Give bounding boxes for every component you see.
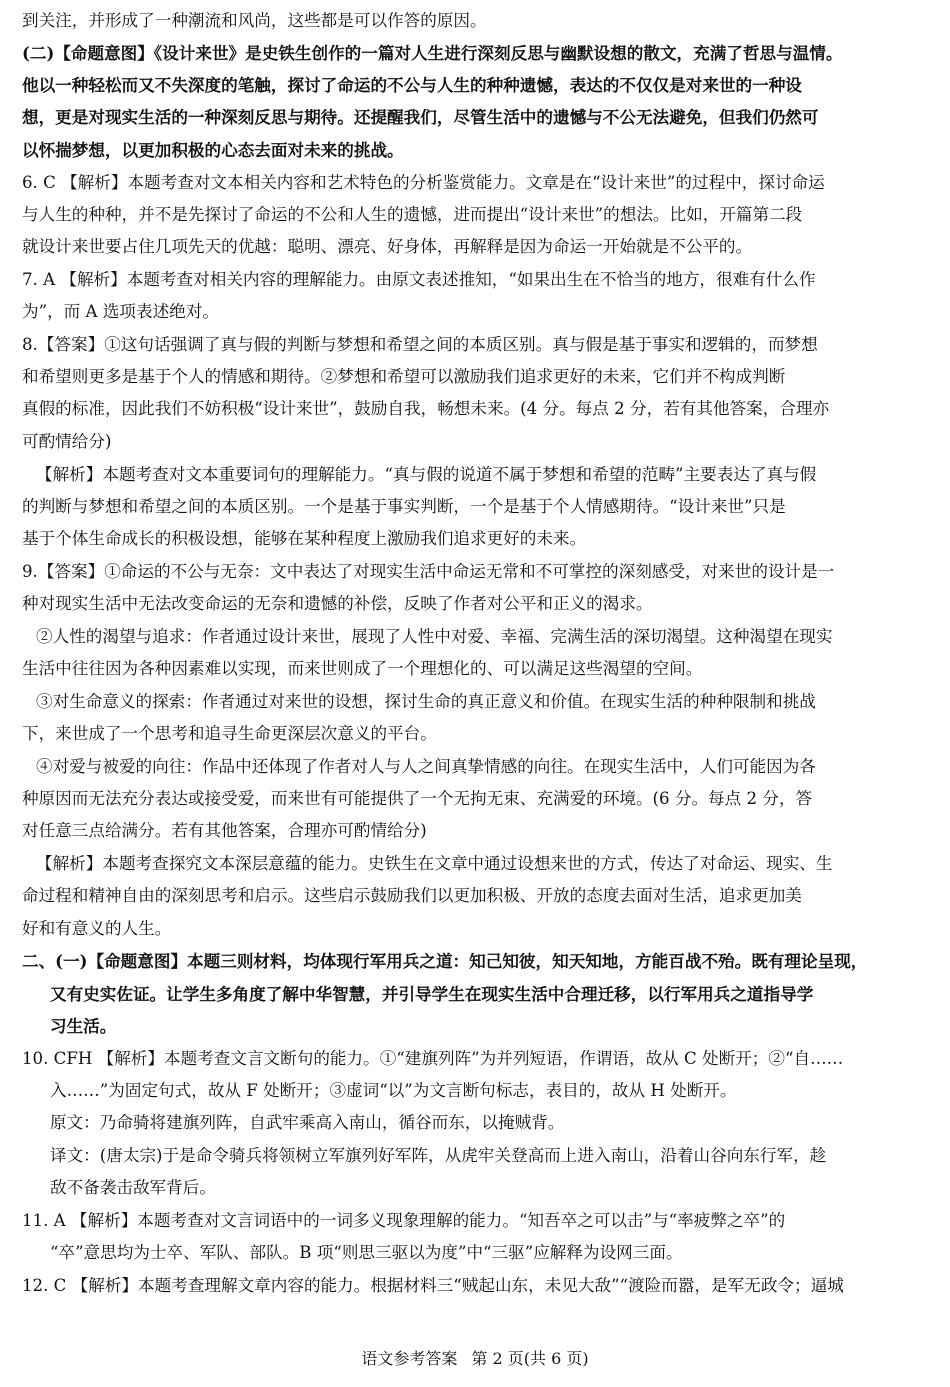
text-line: 到关注，并形成了一种潮流和风尚，这些都是可以作答的原因。 (22, 11, 487, 30)
text-line: 习生活。 (50, 1016, 117, 1036)
text-line: 9.【答案】①命运的不公与无奈：文中表达了对现实生活中命运无常和不可掌控的深刻感受，对来世的设计是一 (22, 562, 835, 581)
text-line: 二、(一)【命题意图】本题三则材料，均体现行军用兵之道：知己知彼，知天知地，方能百战不殆。既有理论呈现， (22, 951, 868, 971)
text-line: 他以一种轻松而又不失深度的笔触，探讨了命运的不公与人生的种种遗憾，表达的不仅仅是对来世的一种设 (22, 75, 802, 95)
text-line: 真假的标准，因此我们不妨积极“设计来世”，鼓励自我，畅想未来。(4 分。每点 2 分，若有其他答案，合理亦 (22, 399, 830, 418)
text-line: 10. CFH 【解析】本题考查文言文断句的能力。①“建旗列阵”为并列短语，作谓语，故从 C 处断开；②“自…… (22, 1049, 844, 1068)
text-line: 和希望则更多是基于个人的情感和期待。②梦想和希望可以激励我们追求更好的未来，它们并不构成判断 (22, 367, 786, 386)
text-line: 想，更是对现实生活的一种深刻反思与期待。还提醒我们，尽管生活中的遗憾与不公无法避免，但我们仍然可 (22, 107, 819, 127)
text-line: 敌不备袭击敌军背后。 (50, 1178, 216, 1197)
footer-subject: 语文参考答案 (361, 1349, 458, 1368)
text-line: 下，来世成了一个思考和追寻生命更深层次意义的平台。 (22, 724, 437, 743)
text-line: 可酌情给分) (22, 432, 112, 451)
text-line: 又有史实佐证。让学生多角度了解中华智慧，并引导学生在现实生活中合理迁移，以行军用兵之道指导学 (50, 984, 814, 1004)
text-line: 12. C 【解析】本题考查理解文章内容的能力。根据材料三“贼起山东，未见大敌”“渡险而嚣，是军无政令；逼城 (22, 1276, 844, 1295)
text-line: 【解析】本题考查探究文本深层意蕴的能力。史铁生在文章中通过设想来世的方式，传达了对命运、现实、生 (36, 854, 833, 873)
text-line: 6. C 【解析】本题考查对文本相关内容和艺术特色的分析鉴赏能力。文章是在“设计来世”的过程中，探讨命运 (22, 173, 825, 192)
text-line: 以怀揣梦想，以更加积极的心态去面对未来的挑战。 (22, 140, 404, 160)
text-line: 8.【答案】①这句话强调了真与假的判断与梦想和希望之间的本质区别。真与假是基于事实和逻辑的，而梦想 (22, 335, 818, 354)
text-line: 种对现实生活中无法改变命运的无奈和遗憾的补偿，反映了作者对公平和正义的渴求。 (22, 594, 653, 613)
text-line: ②人性的渴望与追求：作者通过设计来世，展现了人性中对爱、幸福、完满生活的深切渴望。这种渴望在现实 (36, 627, 833, 646)
text-line: 基于个体生命成长的积极设想，能够在某种程度上激励我们追求更好的未来。 (22, 529, 587, 548)
text-line: “卒”意思均为士卒、军队、部队。B 项“则思三驱以为度”中“三驱”应解释为设网三面。 (50, 1243, 683, 1262)
text-line: 7. A 【解析】本题考查对相关内容的理解能力。由原文表述推知，“如果出生在不恰当的地方，很难有什么作 (22, 270, 816, 289)
text-line: 原文：乃命骑将建旗列阵，自武牢乘高入南山，循谷而东，以掩贼背。 (50, 1113, 565, 1132)
text-line: 入……”为固定句式，故从 F 处断开；③虚词“以”为文言断句标志，表目的，故从 H 处断开。 (50, 1081, 737, 1100)
text-line: ④对爱与被爱的向往：作品中还体现了作者对人与人之间真挚情感的向往。在现实生活中，人们可能因为各 (36, 757, 816, 776)
text-line: 与人生的种种，并不是先探讨了命运的不公和人生的遗憾，进而提出“设计来世”的想法。比如，开篇第二段 (22, 205, 803, 224)
footer-page-number: 第 2 页(共 6 页) (471, 1349, 589, 1368)
text-line: 好和有意义的人生。 (22, 919, 172, 938)
text-line: 为”，而 A 选项表述绝对。 (22, 302, 219, 321)
text-line: 种原因而无法充分表达或接受爱，而来世有可能提供了一个无拘无束、充满爱的环境。(6 分。每点 2 分，答 (22, 789, 813, 808)
text-line: 11. A 【解析】本题考查对文言词语中的一词多义现象理解的能力。“知吾卒之可以击”与“率疲弊之卒”的 (22, 1211, 786, 1230)
text-line: 的判断与梦想和希望之间的本质区别。一个是基于事实判断，一个是基于个人情感期待。“设计来世”只是 (22, 497, 786, 516)
text-line: 译文：(唐太宗)于是命令骑兵将领树立军旗列好军阵，从虎牢关登高而上进入南山，沿着山谷向东行军，趁 (50, 1146, 827, 1165)
text-line: 【解析】本题考查对文本重要词句的理解能力。“真与假的说道不属于梦想和希望的范畴”主要表达了真与假 (36, 465, 817, 484)
page-footer (0, 1348, 950, 1370)
text-line: 生活中往往因为各种因素难以实现，而来世则成了一个理想化的、可以满足这些渴望的空间。 (22, 659, 703, 678)
text-line: 命过程和精神自由的深刻思考和启示。这些启示鼓励我们以更加积极、开放的态度去面对生活，追求更加美 (22, 886, 802, 905)
text-line: ③对生命意义的探索：作者通过对来世的设想，探讨生命的真正意义和价值。在现实生活的种种限制和挑战 (36, 692, 816, 711)
text-line: (二)【命题意图】《设计来世》是史铁生创作的一篇对人生进行深刻反思与幽默设想的散文，充满了哲思与温情。 (22, 43, 843, 63)
text-line: 就设计来世要占住几项先天的优越：聪明、漂亮、好身体，再解释是因为命运一开始就是不公平的。 (22, 237, 753, 256)
text-line: 对任意三点给满分。若有其他答案，合理亦可酌情给分) (22, 821, 427, 840)
